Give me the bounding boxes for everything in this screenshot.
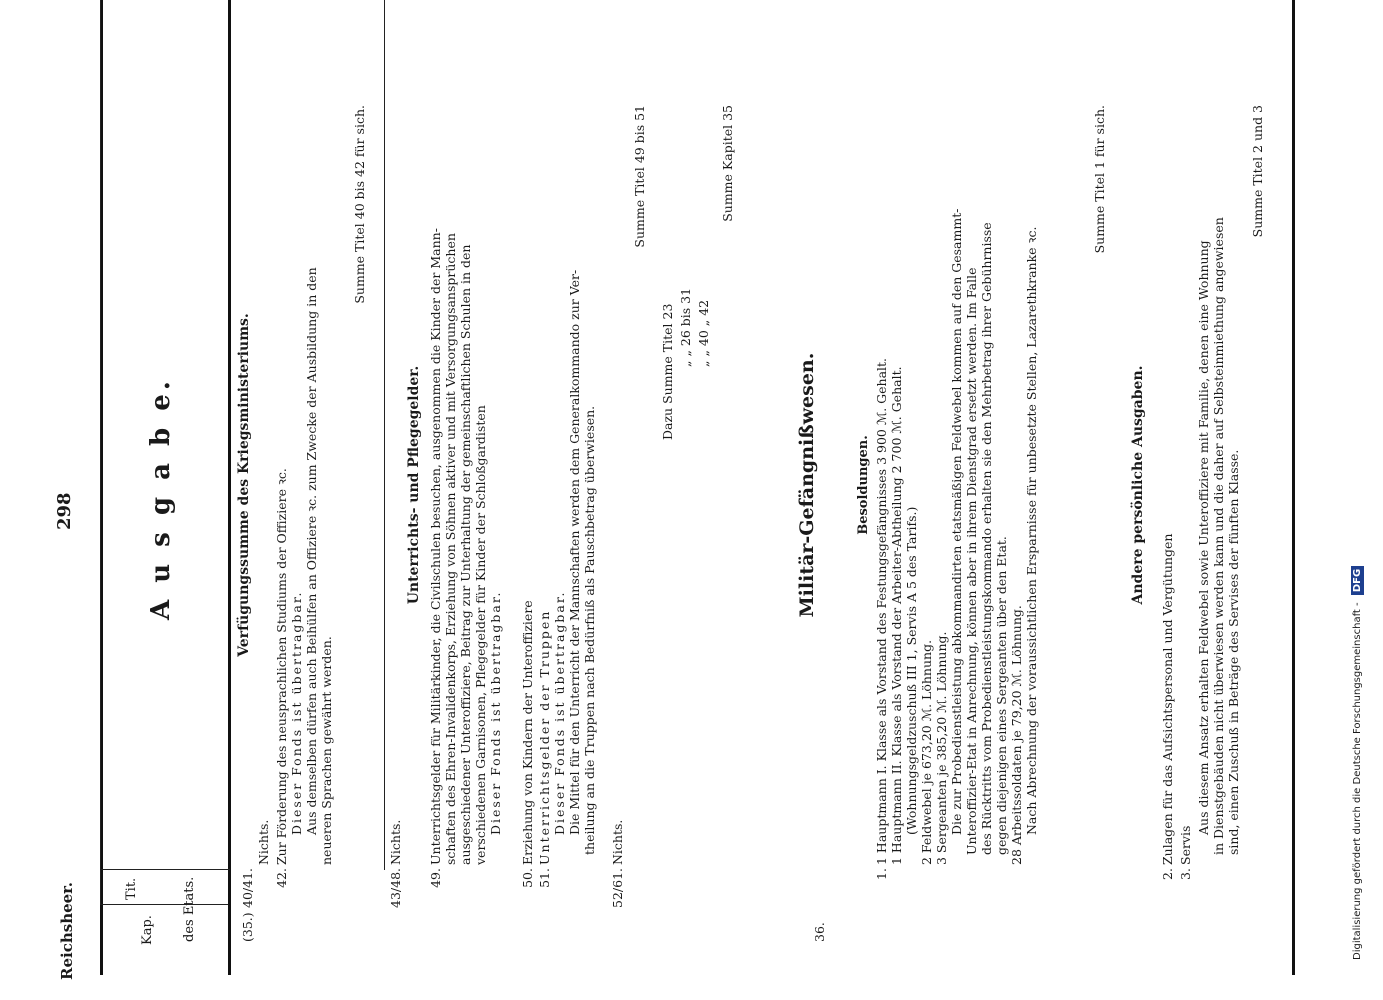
s3-kap: 36. xyxy=(812,922,827,942)
s2-r4-line1: Unterrichtsgelder der Truppen xyxy=(537,609,552,865)
s1-heading: Verfügungssumme des Kriegsministeriums. xyxy=(236,313,252,657)
s3-line9: gegen diejenigen eines Sergeanten über den Etat. xyxy=(994,536,1009,855)
credit-text: Digitalisierung gefördert durch die Deutsche Forschungsgemeinschaft - xyxy=(1352,602,1363,960)
rule-header xyxy=(228,0,231,975)
s2-sum1: Summe Titel 49 bis 51 xyxy=(632,105,647,248)
s2-r5-text: Nichts. xyxy=(610,819,625,865)
s3-line4: 2 Feldwebel je 673,20 ℳ. Löhnung. xyxy=(919,639,934,865)
s2-r3-text: Erziehung von Kindern der Unteroffiziere xyxy=(520,600,535,865)
s2-dazu2: „ „ 26 bis 31 xyxy=(678,287,693,367)
s3-sub: Besoldungen. xyxy=(856,435,871,535)
header-tit: Tit. xyxy=(124,877,139,900)
s3-desc xyxy=(874,209,1039,865)
s3-line6: Die zur Probedienstleistung abkommandirten etatsmäßigen Feldwebel kommen auf den Gesammt- xyxy=(949,208,964,835)
s2-r2-line2: schaften des Ehren-Invalidenkorps, Erziehung von Söhnen aktiver und mit Versorgungsansprüchen xyxy=(443,233,458,865)
s4-r2-text: Servis xyxy=(1178,825,1193,865)
s1-r2-desc xyxy=(274,267,334,865)
rule-col-tit xyxy=(100,869,230,870)
s2-sum-kap: Summe Kapitel 35 xyxy=(720,105,735,222)
s4-note xyxy=(1196,217,1241,865)
s4-heading: Andere persönliche Ausgaben. xyxy=(1130,365,1146,605)
s3-line3: (Wohnungsgeldzuschuß III 1, Servis A 5 des Tarifs.) xyxy=(904,506,919,835)
s3-sum: Summe Titel 1 für sich. xyxy=(1092,105,1107,254)
s3-line5: 3 Sergeanten je 385,20 ℳ. Löhnung. xyxy=(934,631,949,865)
s1-r1-tit: 40/41. xyxy=(240,868,255,908)
s1-r2-line4: neueren Sprachen gewährt werden. xyxy=(319,636,334,865)
s2-r5-tit: 52/61. xyxy=(610,868,625,908)
s4-sum: Summe Titel 2 und 3 xyxy=(1250,105,1265,238)
s2-r4-desc xyxy=(537,270,597,865)
s4-note-line2: in Dienstgebäuden nicht überwiesen werden kann und die daher auf Selbsteinmiethung angewiesen xyxy=(1211,217,1226,855)
s2-r4-line3: Die Mittel für den Unterricht der Mannschaften werden dem Generalkommando zur Ver- xyxy=(567,269,582,835)
s2-dazu3: „ „ 40 „ 42 xyxy=(696,299,711,367)
s2-r4-line2: Dieser Fonds ist übertragbar. xyxy=(552,590,567,835)
s4-r1-tit: 2. xyxy=(1160,868,1175,880)
s1-sum: Summe Titel 40 bis 42 für sich. xyxy=(352,105,367,304)
s3-tit: 1. xyxy=(874,868,889,880)
rule-kap-tit xyxy=(100,0,101,905)
rule-col-kap xyxy=(100,904,228,905)
section-title: Reichsheer. xyxy=(58,882,76,980)
s2-dazu1: Dazu Summe Titel 23 xyxy=(660,303,675,440)
credit-line xyxy=(1352,566,1363,960)
header-kap: Kap. xyxy=(140,915,155,945)
s1-r2-line1: Zur Förderung des neusprachlichen Studiums der Offiziere ꝛc. xyxy=(274,468,289,865)
s2-r2-line3: ausgeschiedener Unteroffiziere, Beitrag zur Unterhaltung der gemeinschaftlichen Schulen in den xyxy=(458,244,473,865)
header-des-etats: des Etats. xyxy=(182,876,197,942)
page-number: 298 xyxy=(54,492,75,530)
s4-r2-tit: 3. xyxy=(1178,868,1193,880)
s1-r2-line3: Aus demselben dürfen auch Beihülfen an Offiziere ꝛc. zum Zwecke der Ausbildung in den xyxy=(304,267,319,835)
s3-line1: 1 Hauptmann I. Klasse als Vorstand des Festungsgefängnisses 3 900 ℳ. Gehalt. xyxy=(874,357,889,865)
s4-note-line3: sind, einen Zuschuß in Beträge des Servises der fünften Klasse. xyxy=(1226,449,1241,855)
s2-r2-tit: 49. xyxy=(428,868,443,888)
rule-bottom xyxy=(1292,0,1295,975)
s2-r2-line1: Unterrichtsgelder für Militärkinder, die Civilschulen besuchen, ausgenommen die Kinder der Mann- xyxy=(428,228,443,865)
s1-r2-tit: 42. xyxy=(274,868,289,888)
s2-r4-line4: theilung an die Truppen nach Bedürfniß als Pauschbetrag überwiesen. xyxy=(582,405,597,855)
s3-heading: Militär-Gefängnißwesen. xyxy=(796,352,818,618)
dfg-logo: DFG xyxy=(1351,566,1364,595)
s2-r1-text: Nichts. xyxy=(388,819,403,865)
s2-r2-line4: verschiedenen Garnisonen, Pflegegelder für Kinder der Schloßgardisten xyxy=(473,405,488,865)
s2-r4-tit: 51. xyxy=(537,868,552,888)
s3-line2: 1 Hauptmann II. Klasse als Vorstand der Arbeiter-Abtheilung 2 700 ℳ. Gehalt. xyxy=(889,366,904,865)
s2-r2-desc xyxy=(428,228,503,865)
s3-line10: 28 Arbeitssoldaten je 79,20 ℳ. Löhnung. xyxy=(1009,605,1024,865)
s4-r1-text: Zulagen für das Aufsichtspersonal und Vergütungen xyxy=(1160,533,1175,865)
s3-line7: Unteroffizier-Etat in Anrechnung, können aber in ihrem Dienstgrad ersetzt werden. Im Falle xyxy=(964,267,979,855)
s3-line8: des Rücktritts vom Probedienstleistungskommando erhalten sie den Mehrbetrag ihrer Gebührnisse xyxy=(979,222,994,855)
s3-line11: Nach Abrechnung der voraussichtlichen Ersparnisse für unbesetzte Stellen, Lazarethkranke ꝛc. xyxy=(1024,226,1039,835)
s4-note-line1: Aus diesem Ansatz erhalten Feldwebel sowie Unteroffiziere mit Familie, denen eine Wohnung xyxy=(1196,240,1211,835)
s2-r2-line5: Dieser Fonds ist übertragbar. xyxy=(488,590,503,835)
page-title: A u s g a b e. xyxy=(146,377,176,620)
rule-s2 xyxy=(384,0,385,870)
s2-r3-tit: 50. xyxy=(520,868,535,888)
s2-r1-tit: 43/48. xyxy=(388,868,403,908)
s1-r2-line2: Dieser Fonds ist übertragbar. xyxy=(289,590,304,835)
s2-heading: Unterrichts- und Pflegegelder. xyxy=(406,365,422,605)
s1-r1-text: Nichts. xyxy=(256,819,271,865)
s1-kap: (35.) xyxy=(240,912,255,942)
